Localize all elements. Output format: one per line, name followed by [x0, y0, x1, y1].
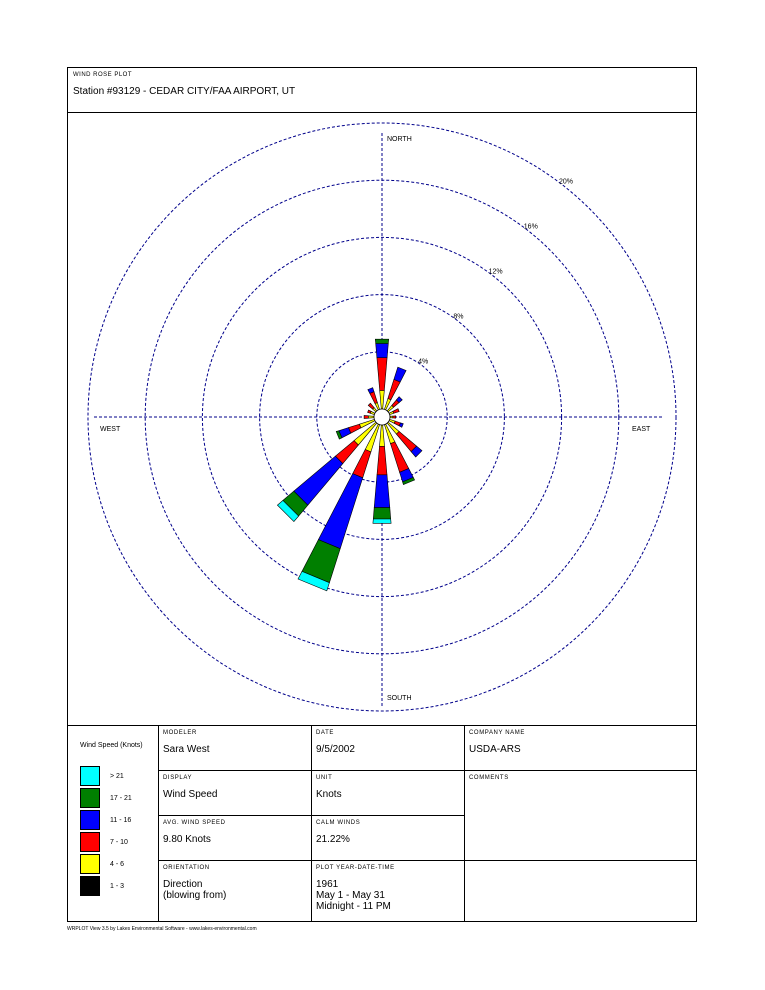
ring-label: 20%: [559, 178, 574, 186]
company-cell: [464, 726, 696, 771]
software-footer: WRPLOT View 3.5 by Lakes Environmental Software - www.lakes-environmental.com: [67, 926, 257, 932]
petal-segment: [375, 403, 380, 410]
wind-rose-frame: [67, 67, 697, 922]
date-value: 9/5/2002: [316, 744, 355, 755]
petal-segment: [377, 446, 387, 475]
petal-segment: [374, 475, 390, 508]
petal-segment: [393, 416, 396, 418]
legend-label: 11 - 16: [110, 817, 132, 824]
calm-circle: [374, 409, 390, 425]
display-cell: [158, 771, 311, 816]
petal-segment: [390, 416, 393, 418]
comments-label: COMMENTS: [469, 775, 509, 781]
legend-swatch: [80, 876, 100, 896]
petal-segment: [368, 410, 372, 413]
legend-swatch: [80, 832, 100, 852]
date-cell: [311, 726, 464, 771]
petal-segment: [391, 442, 409, 472]
orientation-line-1: Direction: [163, 879, 203, 890]
station-title: Station #93129 - CEDAR CITY/FAA AIRPORT, UT: [73, 86, 296, 97]
legend-swatch: [80, 788, 100, 808]
modeler-label: MODELER: [163, 730, 197, 736]
petal-segment: [353, 450, 371, 478]
unit-value: Knots: [316, 789, 342, 800]
petal-segment: [388, 379, 400, 399]
calm-cell: [311, 816, 464, 861]
plot-time-range: Midnight - 11 PM: [316, 901, 391, 912]
comments-cell: [464, 771, 696, 861]
north-label: NORTH: [387, 136, 412, 143]
company-label: COMPANY NAME: [469, 730, 525, 736]
legend-title: Wind Speed (Knots): [80, 742, 143, 749]
calm-value: 21.22%: [316, 834, 350, 845]
petal-segment: [393, 409, 399, 414]
petal-segment: [377, 358, 387, 391]
wind-rose-plot: [68, 113, 696, 725]
petal-segment: [373, 508, 390, 519]
plot-year: 1961: [316, 879, 339, 890]
legend-label: > 21: [110, 773, 124, 780]
petal-segment: [380, 425, 385, 446]
wind-rose-chart: [68, 113, 696, 725]
legend-swatch: [80, 810, 100, 830]
east-label: EAST: [632, 426, 651, 433]
orientation-cell: [158, 861, 311, 922]
petal-segment: [380, 391, 385, 410]
plot-date-range: May 1 - May 31: [316, 890, 385, 901]
modeler-value: Sara West: [163, 744, 210, 755]
plot-header: [68, 68, 696, 113]
petal-segment: [368, 416, 374, 418]
legend-label: 17 - 21: [110, 795, 132, 802]
petal-segment: [375, 339, 388, 343]
orientation-line-2: (blowing from): [163, 890, 227, 901]
blank-cell: [464, 861, 696, 922]
display-label: DISPLAY: [163, 775, 193, 781]
petal-segment: [373, 519, 391, 523]
date-label: DATE: [316, 730, 334, 736]
petal-segment: [370, 392, 378, 404]
petal-segment: [394, 367, 406, 382]
petal-segment: [294, 456, 343, 505]
display-value: Wind Speed: [163, 789, 218, 800]
orientation-value: [163, 879, 226, 901]
plot-time-label: PLOT YEAR-DATE-TIME: [316, 865, 395, 871]
plot-time-cell: [311, 861, 464, 922]
petal-segment: [376, 344, 389, 358]
ring-label: 8%: [453, 313, 464, 321]
ring-label: 4%: [418, 358, 429, 366]
avg-speed-cell: [158, 816, 311, 861]
plot-type-label: WIND ROSE PLOT: [73, 72, 133, 78]
modeler-cell: [158, 726, 311, 771]
avg-speed-label: AVG. WIND SPEED: [163, 820, 226, 826]
unit-label: UNIT: [316, 775, 333, 781]
west-label: WEST: [100, 426, 121, 433]
unit-cell: [311, 771, 464, 816]
legend-swatch: [80, 854, 100, 874]
plot-time-value: [316, 879, 391, 912]
avg-speed-value: 9.80 Knots: [163, 834, 211, 845]
legend-label: 7 - 10: [110, 839, 128, 846]
petal-segment: [396, 431, 416, 451]
petal-segment: [364, 416, 368, 419]
legend-cell: [68, 726, 158, 922]
calm-label: CALM WINDS: [316, 820, 361, 826]
company-value: USDA-ARS: [469, 744, 521, 755]
south-label: SOUTH: [387, 695, 412, 702]
petal-segment: [368, 403, 374, 409]
info-panel: [68, 725, 696, 922]
ring-label: 16%: [523, 223, 538, 231]
legend-swatch: [80, 766, 100, 786]
ring-label: 12%: [488, 268, 503, 276]
orientation-label: ORIENTATION: [163, 865, 210, 871]
legend-label: 1 - 3: [110, 883, 125, 890]
legend-label: 4 - 6: [110, 861, 125, 868]
